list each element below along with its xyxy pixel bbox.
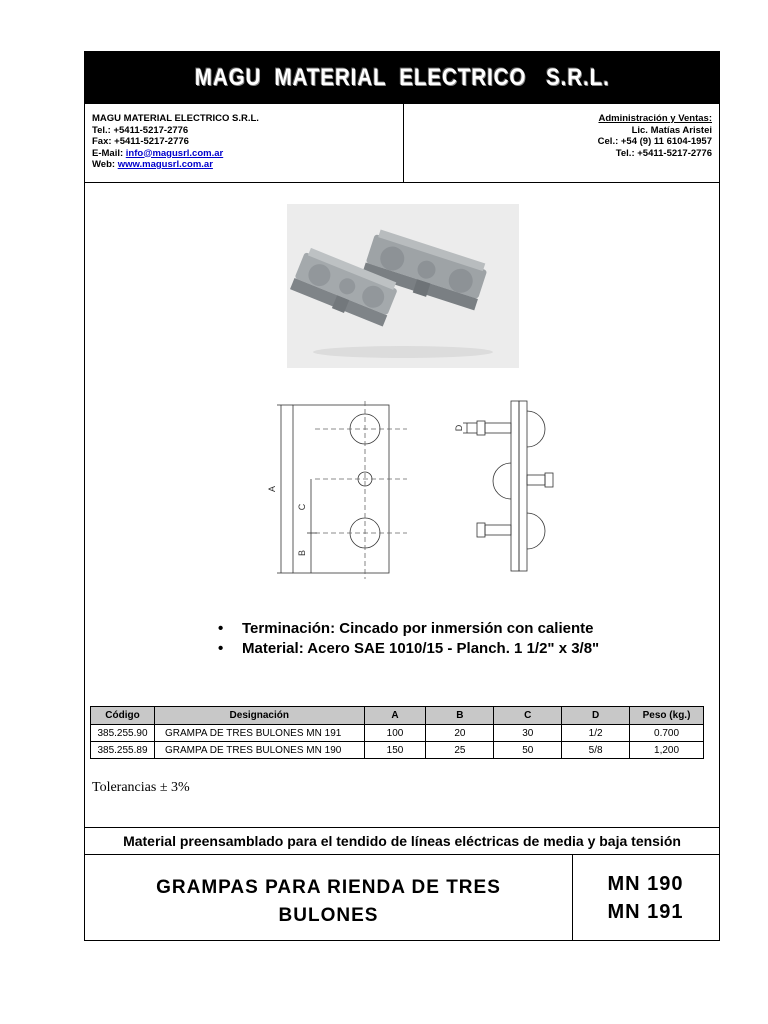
feature-text-finish: Terminación: Cincado por inmersión con caliente — [242, 620, 594, 637]
web-link[interactable]: www.magusrl.com.ar — [117, 159, 213, 170]
product-title-line1: GRAMPAS PARA RIENDA DE TRES — [156, 877, 501, 898]
header-banner — [85, 52, 719, 104]
dim-label-a: A — [267, 485, 277, 493]
contact-email-label: E-Mail: — [92, 147, 126, 159]
col-header-c: C — [494, 707, 562, 725]
col-header-peso: Peso (kg.) — [630, 707, 704, 725]
feature-item: • Terminación: Cincado por inmersión con caliente — [218, 620, 594, 637]
contact-info-left — [92, 113, 259, 171]
cell-b: 25 — [426, 742, 494, 759]
product-code-1: MN 190 — [607, 873, 684, 895]
cell-c: 30 — [494, 725, 562, 742]
technical-drawing — [251, 397, 561, 582]
dim-label-c: C — [297, 503, 307, 511]
contact-email-row — [92, 148, 259, 160]
table-header-row — [91, 707, 704, 725]
admin-tel: Tel.: +5411-5217-2776 — [615, 147, 712, 159]
cell-b: 20 — [426, 725, 494, 742]
contact-tel: Tel.: +5411-5217-2776 — [92, 124, 189, 136]
cell-codigo: 385.255.90 — [91, 725, 155, 742]
product-code-2: MN 191 — [607, 901, 684, 923]
cell-peso: 1,200 — [630, 742, 704, 759]
company-banner-title: MAGU MATERIAL ELECTRICO S.R.L. — [194, 64, 610, 91]
admin-title: Administración y Ventas: — [598, 113, 712, 124]
spec-table — [90, 706, 704, 759]
cell-peso: 0.700 — [630, 725, 704, 742]
feature-text-material: Material: Acero SAE 1010/15 - Planch. 1 1/2" x 3/8" — [242, 640, 600, 657]
col-header-d: D — [562, 707, 630, 725]
tolerance-note: Tolerancias ± 3% — [92, 780, 190, 795]
contact-web-row — [92, 159, 259, 171]
product-photo — [287, 204, 519, 368]
table-row — [91, 742, 704, 759]
cell-d: 5/8 — [562, 742, 630, 759]
dim-label-d: D — [454, 424, 464, 432]
cell-designacion: GRAMPA DE TRES BULONES MN 191 — [154, 725, 364, 742]
feature-item: • Material: Acero SAE 1010/15 - Planch. 1 1/2" x 3/8" — [218, 640, 600, 657]
product-title — [85, 874, 572, 930]
side-view-plate-outer — [519, 401, 527, 571]
contact-company: MAGU MATERIAL ELECTRICO S.R.L. — [92, 113, 259, 124]
cell-designacion: GRAMPA DE TRES BULONES MN 190 — [154, 742, 364, 759]
front-view-plate — [293, 405, 389, 573]
contact-fax: Fax: +5411-5217-2776 — [92, 136, 189, 147]
admin-cel: Cel.: +54 (9) 11 6104-1957 — [597, 136, 712, 147]
cell-a: 150 — [364, 742, 426, 759]
product-title-line2: BULONES — [278, 905, 379, 926]
table-row — [91, 725, 704, 742]
cell-codigo: 385.255.89 — [91, 742, 155, 759]
side-view-plate-inner — [511, 401, 519, 571]
cell-c: 50 — [494, 742, 562, 759]
contact-divider — [403, 104, 404, 182]
dim-label-b: B — [297, 549, 307, 557]
product-codes — [572, 870, 719, 926]
col-header-codigo: Código — [91, 707, 155, 725]
cell-d: 1/2 — [562, 725, 630, 742]
datasheet-page — [84, 51, 720, 941]
col-header-a: A — [364, 707, 426, 725]
usage-statement: Material preensamblado para el tendido de líneas eléctricas de media y baja tensión — [85, 827, 719, 855]
email-link[interactable]: info@magusrl.com.ar — [125, 147, 224, 159]
contact-info-right — [598, 113, 712, 159]
contact-web-label: Web: — [92, 159, 118, 170]
admin-name: Lic. Matías Aristei — [631, 124, 712, 136]
feature-list — [218, 619, 599, 659]
col-header-b: B — [426, 707, 494, 725]
contact-block — [85, 104, 719, 183]
cell-a: 100 — [364, 725, 426, 742]
col-header-designacion: Designación — [154, 707, 364, 725]
